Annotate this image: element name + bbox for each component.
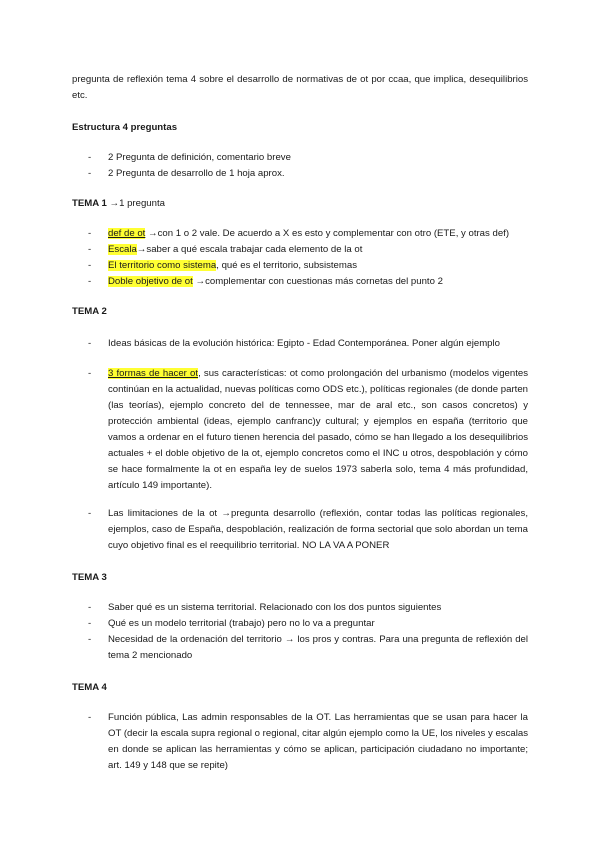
list-dash: - — [88, 168, 92, 179]
list-item-text: Función pública, Las admin responsables de la OT. Las herramientas que se usan para hacer la OT (decir la escala supra regional o regional, citar algún ejemplo como la UE, los niveles y escalas en donde se aplican las herramientas y cómo se aplican, participación ciudadano no importante; art. 149 y 148 que se repite) — [108, 712, 528, 771]
list-dash: - — [88, 152, 92, 163]
highlight-term: Escala — [108, 244, 137, 255]
highlight-term: 3 formas de hacer ot — [108, 368, 199, 379]
list-item-rest: , qué es el territorio, subsistemas — [216, 260, 358, 271]
tema2-heading: TEMA 2 — [72, 306, 107, 317]
list-item-text: 2 Pregunta de desarrollo de 1 hoja aprox. — [108, 168, 285, 179]
list-item-text — [108, 226, 528, 242]
list-item-rest: →complementar con cuestionas más cornetas del punto 2 — [192, 276, 443, 287]
list-item-text — [108, 242, 528, 258]
list-dash: - — [88, 228, 92, 239]
list-dash: - — [88, 618, 92, 629]
list-dash: - — [88, 712, 92, 723]
list-item-text — [108, 274, 528, 290]
tema1-heading-label: TEMA 1 — [72, 198, 107, 209]
list-item-text: Ideas básicas de la evolución histórica: Egipto - Edad Contemporánea. Poner algún ejemplo — [108, 338, 500, 349]
list-dash: - — [88, 244, 92, 255]
list-dash: - — [88, 260, 92, 271]
tema4-heading: TEMA 4 — [72, 682, 107, 693]
list-item-text: Necesidad de la ordenación del territorio → los pros y contras. Para una pregunta de reflexión del tema 2 mencionado — [108, 634, 528, 661]
list-dash: - — [88, 508, 92, 519]
highlight-term: El territorio como sistema — [108, 260, 217, 271]
list-item-rest: →saber a qué escala trabajar cada elemento de la ot — [136, 244, 363, 255]
list-item-rest: →con 1 o 2 vale. De acuerdo a X es esto y complementar con otro (ETE, y otras def) — [145, 228, 510, 239]
list-item-text — [108, 366, 528, 494]
list-dash: - — [88, 368, 92, 379]
list-dash: - — [88, 276, 92, 287]
highlight-term: Doble objetivo de ot — [108, 276, 193, 287]
list-item-rest: , sus características: ot como prolongación del urbanismo (modelos vigentes continúan en la actualidad, nuevas políticas como ODS etc.), políticas regionales (de donde parten (las teorías), ejemplo concreto del de tennessee, mar de aral etc., son casos concretos) y protección ambiental (ideas, ejemplo canfranc)y cultural; y ejemplos en españa (territorio que vamos a ordenar en el futuro tienen herencia del pasado, cómo se han llegado a los desequilibrios actuales + el doble objetivo de la ot, ejemplo concretos como el INC u otros, despoblación y cómo se hace formalmente la ot en españa ley de suelos 1973 saberla solo, tema 4 más profundidad, artículo 149 importante). — [108, 368, 528, 491]
estructura-heading: Estructura 4 preguntas — [72, 122, 178, 133]
tema1-heading — [72, 196, 528, 212]
list-dash: - — [88, 634, 92, 645]
list-item-text: Saber qué es un sistema territorial. Relacionado con los dos puntos siguientes — [108, 602, 442, 613]
list-dash: - — [88, 338, 92, 349]
intro-paragraph: pregunta de reflexión tema 4 sobre el desarrollo de normativas de ot por ccaa, que implica, desequilibrios etc. — [72, 74, 528, 101]
tema3-heading: TEMA 3 — [72, 572, 107, 583]
list-item-text: Qué es un modelo territorial (trabajo) pero no lo va a preguntar — [108, 618, 375, 629]
highlight-term: def de ot — [108, 228, 146, 239]
list-item-text: 2 Pregunta de definición, comentario breve — [108, 152, 291, 163]
tema1-heading-suffix: →1 pregunta — [109, 198, 165, 209]
list-item-text — [108, 258, 528, 274]
list-item-text: Las limitaciones de la ot →pregunta desarrollo (reflexión, contar todas las políticas regionales, ejemplos, caso de España, despoblación, realización de forma sectorial que solo abordan un tema cuyo objetivo final es el reequilibrio territorial. NO LA VA A PONER — [108, 508, 528, 551]
list-dash: - — [88, 602, 92, 613]
